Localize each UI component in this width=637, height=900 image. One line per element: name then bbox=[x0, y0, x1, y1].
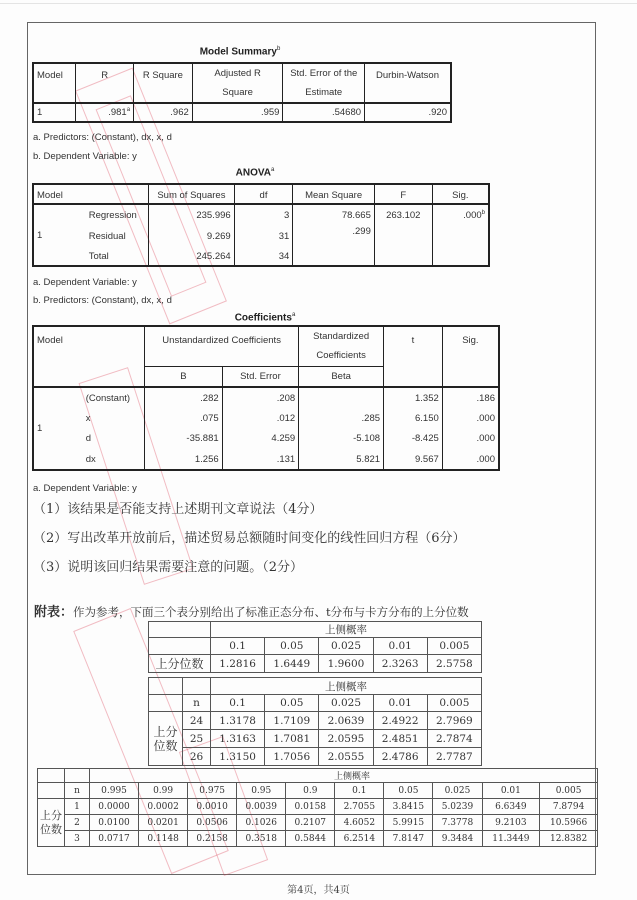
coef-row-x bbox=[33, 408, 499, 428]
normal-empty-cell bbox=[149, 638, 211, 655]
t-value: 2.7969 bbox=[427, 712, 481, 730]
anova-header-f: F bbox=[374, 184, 432, 204]
anova-header-ms: Mean Square bbox=[293, 184, 375, 204]
anova-cell-df: 31 bbox=[234, 226, 293, 247]
question-1: （1）该结果是否能支持上述期刊文章说法（4分） bbox=[33, 502, 323, 517]
anova-cell-sig bbox=[432, 247, 489, 266]
coef-header-unstd: Unstandardized Coefficients bbox=[145, 326, 299, 366]
t-row bbox=[149, 712, 482, 730]
t-corner-cell bbox=[149, 678, 183, 695]
chi-n-label: n bbox=[65, 783, 90, 799]
col-header-r: R bbox=[76, 63, 134, 103]
t-value: 2.7787 bbox=[427, 748, 481, 766]
coef-cell-b: .282 bbox=[145, 387, 223, 408]
chi-value: 0.2107 bbox=[286, 815, 335, 831]
chi-corner-cell bbox=[38, 769, 65, 783]
t-prob: 0.01 bbox=[373, 695, 427, 712]
coef-model-number: 1 bbox=[37, 423, 43, 434]
coef-header-sig: Sig. bbox=[442, 326, 499, 387]
anova-cell-ss: 245.264 bbox=[149, 247, 235, 266]
anova-header-df: df bbox=[234, 184, 293, 204]
col-header-model: Model bbox=[33, 63, 76, 103]
col-header-durbin-watson: Durbin-Watson bbox=[376, 70, 440, 81]
model-summary-title-sup: b bbox=[276, 46, 281, 52]
chi-value: 11.3449 bbox=[482, 831, 540, 847]
model-summary-table bbox=[32, 62, 452, 123]
anova-cell-ms: .299 bbox=[293, 226, 375, 247]
chi-row bbox=[38, 799, 598, 815]
t-header-upper-prob: 上侧概率 bbox=[211, 678, 482, 695]
anova-table bbox=[32, 183, 490, 267]
chi-value: 5.9915 bbox=[384, 815, 433, 831]
t-value: 2.4851 bbox=[373, 730, 427, 748]
chi-row bbox=[38, 831, 598, 847]
coef-cell-t: -8.425 bbox=[384, 428, 443, 449]
anova-row-total bbox=[33, 247, 489, 266]
cell-r-square: .962 bbox=[134, 103, 193, 122]
anova-title bbox=[200, 167, 310, 178]
window-top-edge bbox=[0, 3, 637, 4]
t-row bbox=[149, 730, 482, 748]
anova-title-sup: a bbox=[271, 167, 275, 173]
coef-cell-sig: .000 bbox=[476, 453, 495, 465]
coef-cell-sig: .000 bbox=[476, 433, 495, 444]
t-value: 2.4786 bbox=[373, 748, 427, 766]
anova-cell-ms: 78.665 bbox=[293, 204, 375, 226]
cell-std-error: .54680 bbox=[283, 103, 365, 122]
t-n: 25 bbox=[183, 730, 211, 748]
t-empty-cell bbox=[149, 695, 183, 712]
anova-cell-f bbox=[374, 226, 432, 247]
coef-cell-se: 4.259 bbox=[222, 428, 299, 449]
coef-row-label: d bbox=[74, 428, 145, 449]
coef-cell-se: .012 bbox=[222, 408, 299, 428]
coef-cell-se: .208 bbox=[222, 387, 299, 408]
anova-note-b: b. Predictors: (Constant), dx, x, d bbox=[33, 295, 172, 306]
chi-value: 7.3778 bbox=[433, 815, 482, 831]
normal-value: 1.2816 bbox=[211, 655, 265, 673]
normal-quantile-table bbox=[148, 621, 482, 673]
chi-value: 7.8147 bbox=[384, 831, 433, 847]
cell-r bbox=[76, 103, 134, 122]
normal-prob: 0.025 bbox=[319, 638, 373, 655]
coef-row-d bbox=[33, 428, 499, 449]
normal-prob: 0.05 bbox=[265, 638, 319, 655]
coef-header-beta: Beta bbox=[299, 366, 384, 387]
model-summary-note-b: b. Dependent Variable: y bbox=[33, 151, 137, 162]
chi-value: 0.0100 bbox=[90, 815, 139, 831]
coef-cell-beta: -5.108 bbox=[299, 428, 384, 449]
chi-prob: 0.005 bbox=[540, 783, 598, 799]
anova-model-number: 1 bbox=[37, 229, 43, 241]
coef-cell-sig: .186 bbox=[476, 392, 495, 404]
chi-value: 0.2158 bbox=[188, 831, 237, 847]
anova-header-model: Model bbox=[33, 184, 149, 204]
chi-value: 0.0000 bbox=[90, 799, 139, 815]
chi-prob: 0.95 bbox=[237, 783, 286, 799]
coef-row-constant bbox=[33, 387, 499, 408]
chi-empty-cell bbox=[38, 783, 65, 799]
t-value: 1.7109 bbox=[265, 712, 319, 730]
coef-cell-t: 6.150 bbox=[384, 408, 443, 428]
coefficients-title-text: Coefficients bbox=[234, 312, 292, 324]
normal-value: 1.9600 bbox=[319, 655, 373, 673]
t-row-label: 上分位数 bbox=[149, 712, 183, 766]
normal-value: 2.3263 bbox=[373, 655, 427, 673]
appendix-label: 附表： bbox=[34, 605, 74, 620]
chi-value: 9.3484 bbox=[433, 831, 482, 847]
chi-value: 0.0158 bbox=[286, 799, 335, 815]
t-value: 1.3163 bbox=[211, 730, 265, 748]
model-summary-title bbox=[140, 46, 340, 57]
chi-n: 1 bbox=[65, 799, 90, 815]
t-prob: 0.025 bbox=[319, 695, 373, 712]
chi-prob: 0.025 bbox=[433, 783, 482, 799]
anova-cell-sig-sup: b bbox=[481, 209, 485, 216]
coef-cell-b: 1.256 bbox=[145, 449, 223, 470]
coef-cell-b: .075 bbox=[145, 408, 223, 428]
coef-cell-beta: 5.821 bbox=[299, 449, 384, 470]
chi-row-label: 上分位数 bbox=[38, 799, 65, 847]
t-n: 24 bbox=[183, 712, 211, 730]
chi-corner-cell bbox=[65, 769, 90, 783]
t-n: 26 bbox=[183, 748, 211, 766]
anova-cell-ss: 235.996 bbox=[149, 204, 235, 226]
normal-corner-cell bbox=[149, 622, 211, 638]
chi-value: 0.0002 bbox=[139, 799, 188, 815]
normal-prob: 0.1 bbox=[211, 638, 265, 655]
t-corner-cell bbox=[183, 678, 211, 695]
anova-cell-sig bbox=[432, 204, 489, 226]
anova-cell-ms bbox=[293, 247, 375, 266]
chi-value: 0.0039 bbox=[237, 799, 286, 815]
cell-adj-r-square: .959 bbox=[192, 103, 283, 122]
anova-cell-f: 263.102 bbox=[374, 204, 432, 226]
coef-header-model: Model bbox=[33, 326, 145, 387]
t-value: 1.7081 bbox=[265, 730, 319, 748]
t-value: 2.4922 bbox=[373, 712, 427, 730]
normal-header-upper-prob: 上侧概率 bbox=[211, 622, 482, 638]
chi-value: 10.5966 bbox=[540, 815, 598, 831]
anova-cell-ss: 9.269 bbox=[149, 226, 235, 247]
chi-value: 2.7055 bbox=[335, 799, 384, 815]
t-value: 2.0595 bbox=[319, 730, 373, 748]
chi-prob: 0.995 bbox=[90, 783, 139, 799]
anova-cell-df: 34 bbox=[234, 247, 293, 266]
anova-header-sig: Sig. bbox=[452, 190, 469, 201]
cell-r-value: .981 bbox=[108, 107, 127, 119]
chi-prob: 0.01 bbox=[482, 783, 540, 799]
coef-row-label: dx bbox=[74, 449, 145, 470]
cell-durbin-watson: .920 bbox=[428, 107, 447, 118]
chi-value: 0.3518 bbox=[237, 831, 286, 847]
col-header-adj-r-square: Adjusted R Square bbox=[192, 63, 283, 103]
chi-value: 6.6349 bbox=[482, 799, 540, 815]
chi-n: 2 bbox=[65, 815, 90, 831]
t-quantile-table bbox=[148, 677, 482, 766]
coef-row-dx bbox=[33, 449, 499, 470]
chi-value: 5.0239 bbox=[433, 799, 482, 815]
coefficients-note-a: a. Dependent Variable: y bbox=[33, 483, 137, 494]
chi-value: 0.0717 bbox=[90, 831, 139, 847]
coefficients-title-sup: a bbox=[291, 312, 296, 318]
t-n-label: n bbox=[183, 695, 211, 712]
chi-square-quantile-table bbox=[37, 768, 598, 847]
anova-row-residual bbox=[33, 226, 489, 247]
normal-prob: 0.005 bbox=[427, 638, 481, 655]
model-summary-note-a: a. Predictors: (Constant), dx, x, d bbox=[33, 132, 172, 143]
cell-r-sup: a bbox=[126, 106, 131, 113]
coef-cell-t: 9.567 bbox=[384, 449, 443, 470]
coef-cell-beta: .285 bbox=[299, 408, 384, 428]
normal-value: 1.6449 bbox=[265, 655, 319, 673]
question-3: （3）说明该回归结果需要注意的问题。（2分） bbox=[33, 560, 304, 575]
chi-value: 0.0201 bbox=[139, 815, 188, 831]
chi-value: 0.0010 bbox=[188, 799, 237, 815]
coef-cell-t: 1.352 bbox=[384, 387, 443, 408]
coef-row-label: x bbox=[74, 408, 145, 428]
chi-prob: 0.1 bbox=[335, 783, 384, 799]
t-prob: 0.1 bbox=[211, 695, 265, 712]
chi-value: 6.2514 bbox=[335, 831, 384, 847]
appendix-text: 作为参考，下面三个表分别给出了标准正态分布、t分布与卡方分布的上分位数 bbox=[73, 605, 469, 619]
chi-value: 0.1026 bbox=[237, 815, 286, 831]
coef-cell-se: .131 bbox=[222, 449, 299, 470]
coef-cell-b: -35.881 bbox=[145, 428, 223, 449]
t-prob: 0.005 bbox=[427, 695, 481, 712]
cell-model: 1 bbox=[33, 103, 76, 122]
normal-row-label: 上分位数 bbox=[149, 655, 211, 673]
t-value: 2.0639 bbox=[319, 712, 373, 730]
coef-row-label: (Constant) bbox=[74, 387, 145, 408]
normal-prob: 0.01 bbox=[373, 638, 427, 655]
chi-header-upper-prob: 上侧概率 bbox=[90, 769, 598, 783]
question-2: （2）写出改革开放前后，描述贸易总额随时间变化的线性回归方程（6分） bbox=[33, 531, 466, 546]
coefficients-title bbox=[200, 312, 330, 323]
chi-row bbox=[38, 815, 598, 831]
chi-value: 0.5844 bbox=[286, 831, 335, 847]
t-row bbox=[149, 748, 482, 766]
coefficients-table bbox=[32, 325, 500, 471]
chi-value: 3.8415 bbox=[384, 799, 433, 815]
chi-prob: 0.975 bbox=[188, 783, 237, 799]
chi-value: 7.8794 bbox=[540, 799, 598, 815]
appendix-line bbox=[34, 601, 469, 620]
chi-value: 12.8382 bbox=[540, 831, 598, 847]
normal-value: 2.5758 bbox=[427, 655, 481, 673]
t-value: 2.0555 bbox=[319, 748, 373, 766]
chi-prob: 0.9 bbox=[286, 783, 335, 799]
chi-value: 0.0506 bbox=[188, 815, 237, 831]
anova-cell-sig bbox=[432, 226, 489, 247]
anova-cell-f bbox=[374, 247, 432, 266]
t-value: 2.7874 bbox=[427, 730, 481, 748]
t-value: 1.3178 bbox=[211, 712, 265, 730]
anova-cell-sig-value: .000 bbox=[463, 210, 482, 222]
anova-title-text: ANOVA bbox=[235, 167, 272, 179]
chi-value: 9.2103 bbox=[482, 815, 540, 831]
col-header-std-error: Std. Error of the Estimate bbox=[283, 63, 365, 103]
chi-prob: 0.05 bbox=[384, 783, 433, 799]
t-value: 1.7056 bbox=[265, 748, 319, 766]
chi-prob: 0.99 bbox=[139, 783, 188, 799]
chi-n: 3 bbox=[65, 831, 90, 847]
t-value: 1.3150 bbox=[211, 748, 265, 766]
coef-cell-beta bbox=[299, 387, 384, 408]
chi-value: 0.1148 bbox=[139, 831, 188, 847]
coef-header-std: Standardized Coefficients bbox=[299, 326, 384, 366]
anova-row-label: Total bbox=[75, 247, 149, 266]
t-prob: 0.05 bbox=[265, 695, 319, 712]
anova-cell-df: 3 bbox=[234, 204, 293, 226]
chi-value: 4.6052 bbox=[335, 815, 384, 831]
anova-row-label: Regression bbox=[75, 204, 149, 226]
page-footer: 第4页，共4页 bbox=[287, 885, 350, 896]
model-summary-title-text: Model Summary bbox=[199, 46, 277, 58]
coef-header-b: B bbox=[145, 366, 223, 387]
coef-header-t: t bbox=[384, 326, 443, 387]
coef-cell-sig: .000 bbox=[476, 412, 495, 424]
col-header-r-square: R Square bbox=[134, 63, 193, 103]
anova-row-label: Residual bbox=[75, 226, 149, 247]
anova-header-ss: Sum of Squares bbox=[149, 184, 235, 204]
anova-note-a: a. Dependent Variable: y bbox=[33, 277, 137, 288]
coef-header-se: Std. Error bbox=[222, 366, 299, 387]
anova-row-regression bbox=[33, 204, 489, 226]
